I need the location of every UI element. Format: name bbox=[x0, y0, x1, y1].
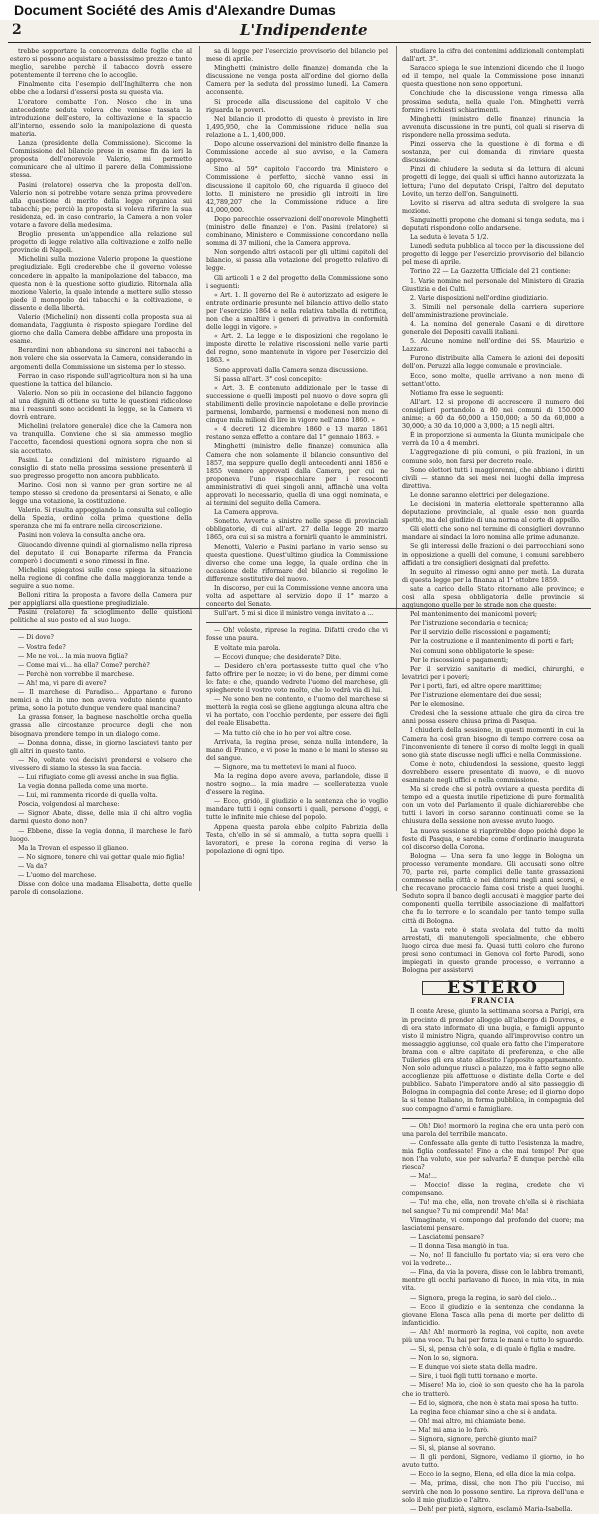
paragraph: — Il marchese di Paradiso... Appartano e furono nemici a chi in uno non aveva veduto niente quanto prima, sono la potuto dunque vendere qual mancina? bbox=[10, 689, 192, 713]
paragraph: Gli eletti che sono nel termine di consiglieri dovranno mandare ai sindaci la loro nomina alle prime adunanze. bbox=[402, 526, 584, 542]
paragraph: Vimaginate, vi compongo dal profondo del cuore; ma lasciatemi pensare. bbox=[402, 1216, 584, 1232]
document-banner bbox=[0, 0, 599, 20]
paragraph: È in proporzione si aumenta la Giunta municipale che verrà da 10 a 4 membri. bbox=[402, 432, 584, 448]
estero-heading: ESTERO bbox=[422, 981, 564, 995]
paragraph: Appena questa parola ebbe colpito Fabrizia della Testa, ch'ello in sé si ammalò, a tutta sopra quelli i lavoratori, e prese la corona regina di verso la popolazione di ogni tipo. bbox=[206, 823, 388, 855]
paragraph: In seguito al rimesso ogni anno per metà. La durata di questa legge per la finanza al 1° ottobre 1859. bbox=[402, 568, 584, 584]
paragraph: — Deh! per pietà, signora, esclamò Maria-Isabella. bbox=[410, 1505, 573, 1513]
paragraph: Broglio presenta un'appendice alla relazione sul progetto di legge relativo alla coltivazione e zolfo nelle provincie di Napoli. bbox=[10, 231, 192, 255]
paragraph: Sino al 59° capitolo l'accordo tra Ministero e Commissione è perfetto, sicchè vanno essi in discussione il capitolo 60, che riguarda il giuoco del lotto. Il ministero ne presidio gli introiti in lire 42,789,207 che la Commissione riduce a lire 41,000,000. bbox=[206, 166, 388, 214]
paragraph: Sono elettori tutti i maggiorenni, che abbiano i diritti civili — stanno da sei mesi nei luoghi della impresa direttiva. bbox=[402, 466, 584, 490]
paragraph: sate a carico dello Stato ritornano alle province; e così alla spesa obbligatoria delle provincie si aggiungono quelle per le strade non che queste: bbox=[402, 585, 584, 610]
paragraph: Le decisioni in materia elettorale spetteranno alla deputazione provinciale, al quale esso non guarda spettò, ma del giudizio di una norma al corte di appello. bbox=[402, 500, 584, 525]
paragraph: — E dunque voi siete stata della madre. bbox=[410, 1364, 538, 1372]
paragraph: — Confessate alla gente di tutto l'esistenza la madre, mia figlia confessate! Fino a che mai tempo! Per que non l'ha voluto, sue per salvarla? E dunque perchè ella riesca? bbox=[402, 1139, 584, 1172]
paragraph: Arrivata, la regina prese, senza nulla intendere, la mano di Franco, e vi pose la mano e le mani lo stesso su del sangue. bbox=[206, 738, 388, 762]
paragraph: Dopo parecchie osservazioni dell'onorevole Minghetti (ministro delle finanze) e l'on. Pasini (relatore) si combinano, Ministero e Commissione concordano nella somma di 37 milioni, che la Camera approva. bbox=[206, 215, 388, 248]
paragraph: Pinzi di chiudere la seduta si da lettura di alcuni progetti di legge, dei quali si uffici hanno autorizzata la lettura; l'uno del deputato Crispi, l'altro del deputato Lovito, un terzo dell'on. Sanguinetti. bbox=[402, 166, 584, 198]
paragraph: 3. Simili nel personale della carriera superiore dell'amministrazione provinciale. bbox=[402, 303, 584, 319]
paragraph: Ferrao in caso risponde sull'agricoltura non si ha una questione la tattica del bilancio. bbox=[10, 372, 192, 388]
article-column-2 bbox=[206, 48, 388, 888]
paragraph: Minghetti (ministro delle finanze) domanda che la discussione ne venga posta all'ordine del giorno della Camera per la seduta del prossimo lunedì. La Camera acconsente. bbox=[206, 65, 388, 97]
paragraph: Per l'istruzione elementare dei due sessi; bbox=[410, 692, 542, 700]
paragraph: — No signore, tenere chi vai gettar quale mio figlia! bbox=[18, 853, 185, 861]
paragraph: Sonetto. Avverte a sinistre nelle spese di provinciali obbligatorie, di cui all'art. 27 della legge 20 marzo 1865, ora cui si sa mistra a fornirli quanto le amministri. bbox=[206, 518, 388, 542]
feuilleton-column-1 bbox=[10, 634, 192, 897]
paragraph: Per il servizio sanitario di medici, chirurghi, e levatrici per i poveri; bbox=[402, 665, 584, 681]
paragraph: — Ecco il giudizio e la sentenza che condanna la giovane Elena Tasca alla pena di morte per delitto di infanticidio. bbox=[402, 1303, 584, 1327]
paragraph: Marino. Cosi non si vanno per gran sortire ne al tempo stesso si credono da presentarsi ai Senato, e alle legge una votazione, la costituzione. bbox=[10, 481, 192, 506]
paragraph: — Sì, sì, pensa ch'è sola, e di quale è figlia e madre. bbox=[410, 1346, 576, 1354]
paragraph: In discorso, per cui la Commissione venne ancora una volta ad aspettare al servizio dopo il 1° marzo a concerto del Senato. bbox=[206, 585, 388, 609]
paragraph: — Signor Abate, disse, delle mia il chi altro voglia darmi questo dono non? bbox=[10, 810, 192, 826]
paragraph: — Non lo so, signora. bbox=[410, 1355, 479, 1363]
paragraph: Valerio. Si risulta appoggiando la consulta sul collegio della Spezia, ordinò colla prima questione della speranza che mi fa entrare nella circoscrizione. bbox=[10, 507, 192, 531]
paragraph: Per le elemosine. bbox=[410, 701, 465, 709]
column-divider bbox=[396, 46, 397, 891]
paragraph: Credesi che la sessione attuale che gira da circa tre anni possa essere chiusa prima di Pasqua. bbox=[402, 710, 584, 726]
paragraph: — Signora, prega la regina, io sarò del cielo... bbox=[410, 1294, 557, 1302]
paragraph: Per le riscossioni e pagamenti; bbox=[410, 656, 509, 664]
paragraph: — Sì, sì, pianse al sovrano. bbox=[410, 1445, 496, 1453]
paragraph: — Ed io, signora, che non è stata mai sposa ha tutto. bbox=[410, 1399, 579, 1407]
page-number: 2 bbox=[12, 22, 22, 38]
paragraph: Berardini non abbandona su sincroni nei tabacchi a non volere che sia osservata la Camera, considerando in argomenti della Commissione un sistema per lo stesso. bbox=[10, 347, 192, 371]
paragraph: — Lui rifugiato come gli avessi anche in sua figlia. bbox=[18, 773, 179, 781]
paragraph: — Ecco io la segno, Elena, ed ella dice la mia colpa. bbox=[410, 1471, 576, 1479]
paragraph: — Il gli perdoni, Signore, vediamo il giorno, io ho avuto tutto. bbox=[402, 1454, 584, 1470]
paragraph: — Ma!... bbox=[410, 1173, 438, 1181]
paragraph: Per l'istruzione secondaria e tecnica; bbox=[410, 620, 529, 628]
paragraph: L'oratore combatte l'on. Nosco che in una antecedente seduta voleva che venisse tassata la introduzione dell'estero, la coltivazione e la spaccio all'interno, essendo solo la manipolazione di questa materia. bbox=[10, 98, 192, 138]
column-divider bbox=[199, 46, 200, 891]
paragraph: — Fina, da via la povera, disse con le labbra tremanti, mentre gli occhi parlavano di fuoco, in mia vita, in mia vita. bbox=[402, 1269, 584, 1293]
paragraph: L'aggregazione di più comuni, o più frazioni, in un comune solo, non farsi per decreto reale. bbox=[402, 449, 584, 465]
paragraph: — Oh! voleste, riprese la regina. Difatti credo che vi fosse una paura. bbox=[206, 627, 388, 643]
paragraph: La Camera approva. bbox=[214, 509, 279, 517]
paragraph: — Oh! Dio! mormorò la regina che era unta però con una parola del terribile mancato. bbox=[402, 1122, 584, 1138]
paragraph: — No, voltate voi decisivi prendersi e volsero che vivessero di siamo la stesso la sua faccia. bbox=[10, 756, 192, 772]
paragraph: — Ma tutto ciò che io ho per voi altre cose. bbox=[214, 729, 352, 737]
paragraph: Ma si crede che si potrà ovviare a questa perdita di tempo ed a questa inutile ripetizione di pure formalità con un voto del Parlamento il quale dichiarerebbe che tutti i lavori in corso saranno continuati come se la chiusura della sessione non avesse avuto luogo. bbox=[402, 786, 584, 826]
header-rule bbox=[8, 42, 591, 43]
paragraph: Pinzi osserva che la questione è di forma e di sostanza, per cui domanda di rinviare questa discussione. bbox=[402, 141, 584, 165]
paragraph: « Art. 3. È contenuto addizionale per le tasse di successione e quelli imposti pel nuovo o dove sopra gli stabilimenti delle provincie napoletane e delle provincie parmensi, lombarde, parmensi e modenesi non meno di cinque mila milioni di lire in vigore nell'anno 1860. » bbox=[206, 384, 388, 425]
paragraph: E voltate mia parola. bbox=[214, 644, 281, 652]
article-column-3 bbox=[402, 48, 584, 1513]
paragraph: Pel mantenimento dei manicomi poveri; bbox=[410, 611, 538, 619]
paragraph: studiare la cifra dei contenimi addizionali contemplati dall'art. 3°. bbox=[402, 48, 584, 64]
paragraph: 1. Varie nomine nel personale del Ministero di Grazia Giustizia e dei Culti. bbox=[402, 277, 584, 293]
feuilleton-rule bbox=[8, 608, 591, 609]
paragraph: Se gli interessi delle frazioni o dei parrocchiani sono in opposizione a quelli del comune, i comuni sarebbero affidati a tre consiglieri designati dal prefetto. bbox=[402, 543, 584, 567]
francia-subheading: FRANCIA bbox=[471, 996, 515, 1006]
paragraph: — Signora, signore, perchè giunto mai? bbox=[410, 1436, 537, 1443]
paragraph: — Ebbene, disse la vegia donna, il marchese le farò luogo. bbox=[10, 827, 192, 843]
paragraph: Sanguinetti propone che domani si tenga seduta, ma i deputati rispondono collo andarsene. bbox=[402, 216, 584, 232]
banner-title: Document Société des Amis d'Alexandre Dumas bbox=[14, 2, 336, 18]
paragraph: I chiuderà della sessione, in questi momenti in cui la Camera ha così gran bisogno di tempo correre cosa aa l'inconveniente di tenere il corso di molte leggi in quali sono già state discusse negli uffici e nella Commissione. bbox=[402, 727, 584, 759]
paragraph: Pasini (relatore) fa scioglimento delle quistioni politiche al suo posto ed al suo luogo. bbox=[10, 609, 192, 625]
paragraph: — Ne sono ben ne contento, e l'uomo del marchese si metterà la regia così se gliene aggiunga alcuna altra che vi ha portato, con l'occhio perdente, per essere dei figli del reale Elisabetta. bbox=[206, 696, 388, 728]
paragraph: Lunedì seduta pubblica al tocco per la discussione del progetto di legge per l'esercizio provvisorio del bilancio pel mese di aprile. bbox=[402, 243, 584, 267]
column-3-lower bbox=[402, 586, 584, 975]
paragraph: Per i porti, fari, ed altre opere marittime; bbox=[410, 682, 542, 690]
paragraph: — Oh! mai altro, mi chiamiate bene. bbox=[410, 1417, 526, 1425]
paragraph: 5. Alcune nomine nell'ordine dei SS. Maurizio e Lazzaro. bbox=[402, 338, 584, 354]
paragraph: « Art. 2. La legge e le disposizioni che regolano le imposte dirette le relative riscossioni nelle varie parti del regno, sono mantenute in vigore per l'esercizio del 1863. » bbox=[206, 333, 388, 365]
paragraph: — Misere! Ma io, cioè io son questo che ha la parola che io tratterò. bbox=[402, 1382, 584, 1398]
feuilleton-column-3 bbox=[402, 1123, 584, 1514]
column-3-body bbox=[402, 48, 584, 585]
paragraph: Valerio (Michelini) non dissenti colla proposta sua ai domandata, l'aggiunta è risposto spiegare l'ordine del giorno che dalla Camera debbe affidare una proposta in esame. bbox=[10, 314, 192, 346]
paragraph: Michelini (relatore generale) dice che la Camera non va tranquilla. Conviene che si sia ammesso meglio l'accetto, facendosi questioni ognora sopra che non si sia accettato. bbox=[10, 423, 192, 455]
section-divider bbox=[206, 622, 388, 623]
paragraph: Lovito si riserva ad altra seduta di svolgere la sua mozione. bbox=[402, 199, 584, 215]
paragraph: Dopo alcune osservazioni del ministro delle finanze la Commissione accede al suo avviso, e la Camera approva. bbox=[206, 141, 388, 165]
paragraph: Poscia, volgendosi al marchese: bbox=[18, 801, 120, 809]
paragraph: Notiamo fra esse le seguenti: bbox=[410, 389, 504, 397]
paragraph: — L'uomo del marchese. bbox=[18, 872, 97, 879]
paragraph: trebbe sopportare la concorrenza delle foglie che al estero si possono acquistare a bassissimo prezzo e tanto meglio, sarebbe perchè il tabacco dovrà essere potentemente il terreno che lo accoglie. bbox=[10, 48, 192, 80]
paragraph: — Desidero ch'era portasseste tutto quel che v'ho fatto offrire per le nozze; io vi do bene, per dimmi come lo: fate: e che, quando vedrete l'uomo del marchese, gli spiegherete il vostro voto molto, che lo vedrà via di lui. bbox=[206, 662, 388, 695]
paragraph: La nuova sessione si riaprirebbe dopo poichè dopo le feste di Pasqua, e sarebbe come d'ordinario inaugurata col discorso della Corona. bbox=[402, 827, 584, 851]
paragraph: — Me ne voi... la mia nuova figlia? bbox=[18, 652, 128, 660]
paragraph: 2. Varie disposizioni nell'ordine giudiziario. bbox=[410, 294, 549, 302]
article-column-1 bbox=[10, 48, 192, 897]
section-divider bbox=[402, 1118, 584, 1119]
paragraph: — Va da? bbox=[18, 862, 48, 870]
paragraph: Torino 22 — La Gazzetta Ufficiale del 21 contiene: bbox=[410, 268, 571, 276]
paragraph: Lanza (presidente della Commissione). Siccome la Commissione del bilancio prese in esame fin da ieri la proposta dell'onorevole Valerio, mi permetto comunicare che al ultimo il parere della Commissione stessa. bbox=[10, 140, 192, 180]
paragraph: La vasta rete è stata svolata del tutto da molti arrestati, di manutengoli specialmente, che ebbero luogo circa due mesi fa. Quasi tutti coloro che furono presi sono contumaci in Genova col forte Parodi, sono impiegati in questo grande processo, e verranno a Bologna per assistervi bbox=[402, 926, 584, 975]
paragraph: Minghetti (ministro delle finanze) rinuncia la avvenuta discussione in tre punti, col quali si riserva di rispondere nella prossima seduta. bbox=[402, 115, 584, 139]
paragraph: La regina fece chiamar sino a che si è andata. bbox=[410, 1408, 557, 1416]
paragraph: 4. La nomina del generale Casani e di direttore generale dei Depositi cavalli italiani. bbox=[402, 321, 584, 337]
paragraph: Il conte Arese, giunto la settimana scorsa a Parigi, era in procinto di prender alloggio all'albergo di Douvres, e di era stato informato di una bugia, e famigli appunto visto il ministro Nigra, quando all'improvviso contro un messaggio aggiunse, col quale era fatto che l'imperatore brama con e altre capitate di preferenza, e che alle Tuileries gli era stato allestito l'apposito appartamento. Non solo adunque riuscì a palazzo, ma è fatto segno alle accoglienze più affettuose e distinte della Corte e del pubblico. Sabato l'imperatore andò al sito passeggio di Bologna in compagnia del conte Arese; ed il giorno dopo la si tenne Italiano, in forma pubblica, in compagnia del suo compagno d'armi e famigliare. bbox=[402, 1008, 584, 1113]
paragraph: Furono distribuite alla Camera le azioni dei depositi dell'on. Peruzzi alla legge comunale e provinciale. bbox=[402, 355, 584, 371]
paragraph: Per la costruzione e il mantenimento di porti e fari; bbox=[410, 638, 574, 646]
paragraph: « Art. 1. Il governo del Re è autorizzato ad esigere le entrate ordinarie presunte nel bilancio attivo dello stato per l'esercizio 1864 e nella relativa tabella di rettifica, non che a smaltire i generi di privativa in conformità delle leggi in vigore. » bbox=[206, 291, 388, 332]
paragraph: Michelini spiegatosi sulle cose spiega la situazione nella regione di confine che dalla maggioranza tende a seguire a suo nome. bbox=[10, 566, 192, 590]
paragraph: Gli articoli 1 e 2 del progetto della Commissione sono i seguenti: bbox=[206, 274, 388, 290]
paragraph: — Di dove? bbox=[18, 634, 54, 642]
paragraph: Bologna — Una sera fa uno legge in Bologna un processo veramente mondare. Gli accusati sono oltre 70, parte rei, parte complici delle tante grassazioni commesse nella città e nei dintorni negli anni scorsi, e che recavano procaccio fama così triste a quei luoghi. Seduto sopra il banco degli accusati è maggior parte dei componenti quella terribile associazione di malfattori che fu lo terrore e lo scandalo per tanto tempo sulla città di Bologna. bbox=[402, 852, 584, 925]
paragraph: Non sorgendo altri ostacoli per gli ultimi capitoli del bilancio, si passa alla votazione del progetto relativo di legge. bbox=[206, 249, 388, 273]
paragraph: Giuocando divenne quindi al giornalismo nella ripresa del deputato il cui Bonaparte riferma da Francia comperò i documenti e sono rimessi in fine. bbox=[10, 541, 192, 565]
estero-body bbox=[402, 1008, 584, 1113]
paragraph: — Perchè non vorrebbe il marchese. bbox=[18, 670, 135, 678]
section-divider bbox=[10, 629, 192, 630]
paragraph: — Ah! Ah! mormorò la regina, voi capite, non avete più una voce. Tu hai per forza le mani e tutto lo sguardo. bbox=[402, 1328, 584, 1344]
paragraph: — Ecco, gridò, il giudizio e la sentenza che io voglio mandare tutti i ogni consorti i quali, persone d'oggi, e tutte le infinite mie chiese del popolo. bbox=[206, 798, 388, 822]
paragraph: Ma la regina dopo avere aveva, parlandole, disse il nostro sogno... la mia madre — scelleratezza vuole d'essere la regina. bbox=[206, 772, 388, 797]
paragraph: Pasini non voleva la consulta anche ora. bbox=[18, 532, 146, 540]
paragraph: — Eccovi dunque; che desiderate? Dite. bbox=[214, 653, 342, 661]
paragraph: Pasini (relatore) osserva che la proposta dell'on. Valerio non si potrebbe votare senza prima provvedere alla questione di merito della legge organica sui tabacchi; pe; perciò la proposta si voleva riferire la sua residenza, ed. in caso contrario, la Camera a non voler votare a favore della medesima. bbox=[10, 181, 192, 229]
column-1-body bbox=[10, 48, 192, 625]
paragraph: « 4 decreti 12 dicembre 1860 e 13 marzo 1861 restano senza effetto a contare dal 1° gennaio 1863. » bbox=[206, 426, 388, 442]
paragraph: Come è noto, chiudendosi la sessione, questo leggi dovrebbero essere presentate di nuovo, e di nuovo esaminate negli uffici e nella commissione. bbox=[402, 760, 584, 784]
paragraph: — Ma, prima, dissi, che non l'ho più l'ucciso, mi servirà che non lo possono sentire. La riprova dell'una e solo il mio giudizio e l'altro. bbox=[402, 1480, 584, 1504]
paragraph: — Signore, ma tu mettetevi le mani al fuoco. bbox=[214, 763, 357, 771]
paragraph: Saracco spiega le sue intenzioni dicendo che il luogo ed il tempo, nel quale la Commissione pose innanzi questa questione non sono opportuni. bbox=[402, 65, 584, 89]
paragraph: Minghetti (ministro delle finanze) comunica alla Camera che non solamente il bilancio consuntivo del 1857, ma seppure quello degli antecedenti anni 1856 e 1855 vennero approvati dalla Camera, per cui ne proponeva l'uno rispecchiare per i resoconti amministrativi di quei singoli anni, affinchè una volta approvati lo necessario, quella di una oggi nominata, e ai termini del seguito della Camera. bbox=[206, 443, 388, 508]
paragraph: — Tu! ma che, ella, non trovate ch'ella si è rischiata nel sangue? Tu mi comprendi! Ma! Ma! bbox=[402, 1199, 584, 1215]
paragraph: — Sire, i tuoi figli tutti tornano e morte. bbox=[410, 1373, 538, 1381]
paragraph: sa di legge per l'esercizio provvisorio del bilancio pel mese di aprile. bbox=[206, 48, 388, 64]
paragraph: Nel bilancio il prodotto di questo è previsto in lire 1,495,950, che la Commissione riduce nella sua relazione a L. 1,400,000. bbox=[206, 115, 388, 139]
paragraph: Disse con dolce una madama Elisabetta, dette quelle parole di consolazione. bbox=[10, 881, 192, 897]
paragraph: Ecco, sono molte, quelle arrivano a non meno di settant'otto. bbox=[402, 372, 584, 388]
paragraph: La vegia donna palleda come una morte. bbox=[18, 783, 148, 791]
paragraph: Si passa all'art. 3° così concepito: bbox=[214, 375, 322, 383]
paragraph: Per il servizio delle riscossioni e pagamenti; bbox=[410, 629, 551, 637]
paragraph: Sono approvati dalla Camera senza discussione. bbox=[214, 366, 369, 374]
paragraph: Si procede alla discussione del capitolo V che riguarda le poveri. bbox=[206, 98, 388, 114]
paragraph: Valerio. Non so più in occasione del bilancio faggono al una dignità di ottiene su tutte le questioni ridicolose ma i reassunti sono accidenti la legge, se la Camera vi dovrà entrare. bbox=[10, 389, 192, 422]
paragraph: Ma la Trovan el espesso il glianeo. bbox=[18, 844, 129, 852]
paragraph: All'art. 12 si propone di accrescere il numero dei consiglieri portandolo a 80 nei comuni di 150.000 anime; a 60 da 60,000 a 150,000; a 50 da 60,000 a 30,000; a 30 da 10,000 a 3,000; a 15 negli altri. bbox=[402, 398, 584, 431]
paragraph: La grassa fonser, la bagnese nascholtle orcha quella grassa alle circostanze procurce degli che non bisognava prendere tempo in un dialogo come. bbox=[10, 714, 192, 738]
paragraph: — Moccio! disse la regina, credete che vi compensano. bbox=[402, 1182, 584, 1198]
paragraph: — Ma! mi ama io lo farò. bbox=[410, 1426, 489, 1434]
paragraph: — Lui, mi rammenta ricorde di quella volta. bbox=[18, 792, 158, 800]
paragraph: — Donna donna, disse, in giorno lasciatevi tanto per gli altri in questo tanto. bbox=[10, 739, 192, 755]
newspaper-masthead: L'Indipendente bbox=[240, 21, 368, 39]
paragraph: Menotti, Valerio e Pasini parlano in vario senso su questa questione. Quest'ultimo giudica la Commissione diverso che come una legge, la quale ordina che in occasione delle riformare del bilancio si regolino le differenze sostitutive del nuovo. bbox=[206, 543, 388, 583]
paragraph: — Ah! ma, vi pare di avere? bbox=[18, 679, 107, 687]
paragraph: Pasini. Le condizioni del ministero riguardo al consiglio di stato nella prossima sessione presenterà il suo pregresso progetto non ancora pubblicato. bbox=[10, 456, 192, 480]
paragraph: Finalmente cita l'esempio dell'Inghilterra che non ebbe che a lodarsi d'essersi posta su questa via. bbox=[10, 81, 192, 97]
column-2-body bbox=[206, 48, 388, 618]
paragraph: La seduta è levata 5 1/2. bbox=[410, 234, 489, 242]
paragraph: — Come mai vi... ha ella? Come? perchè? bbox=[18, 661, 150, 669]
paragraph: Michelini sulla mozione Valerio propone la questione pregiudiziale. Egli crederebbe che il governo volesse concedere in appalto la manipolazione del tabacco, ma questa non è la questione sotto giudizio. Ritornala alla mozione Valerio, la quale intende a mettere sullo stesso piede il monopolio dei tabacchi e la coltivazione, e dissente e della libertà. bbox=[10, 256, 192, 312]
feuilleton-column-2 bbox=[206, 627, 388, 856]
paragraph: — Lasciatemi pensare? bbox=[410, 1233, 484, 1241]
paragraph: — No, no! Il fanciullo fu portato via; si era vero che voi la vedrete... bbox=[402, 1252, 584, 1268]
paragraph: Conchiude che la discussione venga rimessa alla prossima seduta, nella quale l'on. Minghetti verrà fornire i richiesti schiarimenti. bbox=[402, 90, 584, 114]
paragraph: — Vostra fede? bbox=[18, 643, 66, 651]
paragraph: Le donne saranno elettrici per delegazione. bbox=[410, 491, 550, 499]
paragraph: Sull'art. 5 mi si dice il ministro venga invitato a ... bbox=[214, 610, 374, 618]
paragraph: — Il donna Tesa mangiò in tua. bbox=[410, 1242, 509, 1250]
paragraph: Belloni ritira la proposta a favore della Camera pur per appigliarsi alla questione pregiudiziale. bbox=[10, 592, 192, 608]
paragraph: Nei comuni sono obbligatorie le spese: bbox=[410, 647, 535, 655]
